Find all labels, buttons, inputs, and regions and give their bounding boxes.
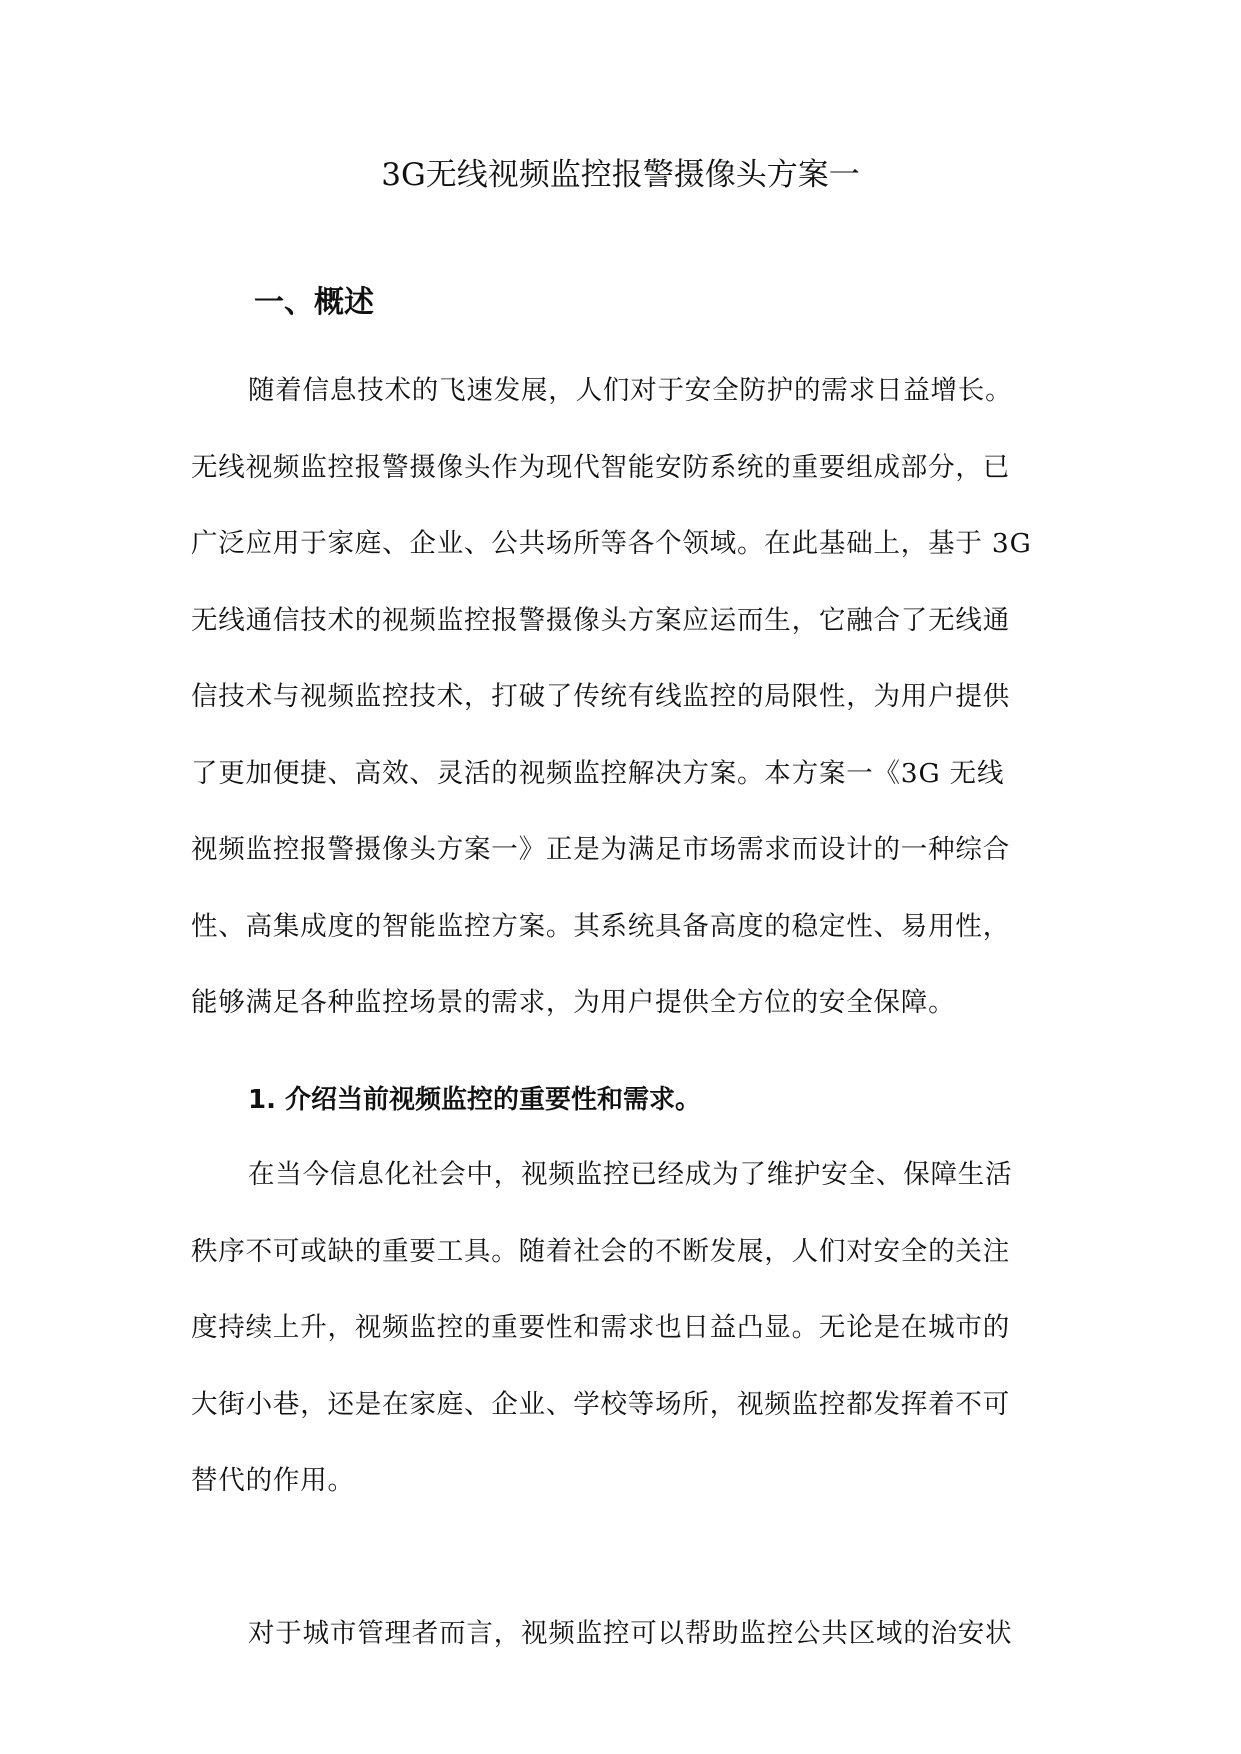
paragraph-line: 无线通信技术的视频监控报警摄像头方案应运而生，它融合了无线通 bbox=[191, 604, 1010, 636]
paragraph-line: 性、高集成度的智能监控方案。其系统具备高度的稳定性、易用性， bbox=[191, 910, 1010, 942]
importance-paragraph bbox=[191, 1150, 1061, 1533]
paragraph-line: 对于城市管理者而言，视频监控可以帮助监控公共区域的治安状 bbox=[248, 1618, 1013, 1649]
paragraph-line: 度持续上升，视频监控的重要性和需求也日益凸显。无论是在城市的 bbox=[191, 1312, 1010, 1343]
subsection-heading-importance: 1. 介绍当前视频监控的重要性和需求。 bbox=[248, 1085, 702, 1115]
paragraph-line: 在当今信息化社会中，视频监控已经成为了维护安全、保障生活 bbox=[248, 1159, 1013, 1190]
paragraph-line: 大街小巷，还是在家庭、企业、学校等场所，视频监控都发挥着不可 bbox=[191, 1388, 1010, 1420]
paragraph-line: 秩序不可或缺的重要工具。随着社会的不断发展，人们对安全的关注 bbox=[191, 1235, 1010, 1267]
paragraph-line: 了更加便捷、高效、灵活的视频监控解决方案。本方案一《3G 无线 bbox=[191, 757, 1005, 789]
document-title: 3G无线视频监控报警摄像头方案一 bbox=[381, 157, 860, 193]
paragraph-line: 随着信息技术的飞速发展，人们对于安全防护的需求日益增长。 bbox=[248, 375, 1013, 406]
paragraph-line: 替代的作用。 bbox=[191, 1465, 355, 1496]
overview-paragraph bbox=[191, 366, 1061, 1055]
section-heading-overview: 一、概述 bbox=[254, 285, 374, 320]
paragraph-line: 无线视频监控报警摄像头作为现代智能安防系统的重要组成部分，已 bbox=[191, 451, 1010, 483]
paragraph-line: 信技术与视频监控技术，打破了传统有线监控的局限性，为用户提供 bbox=[191, 681, 1010, 712]
paragraph-line: 广泛应用于家庭、企业、公共场所等各个领域。在此基础上，基于 3G bbox=[191, 528, 1032, 559]
city-management-paragraph bbox=[191, 1609, 1061, 1686]
paragraph-line: 能够满足各种监控场景的需求，为用户提供全方位的安全保障。 bbox=[191, 987, 956, 1018]
paragraph-line: 视频监控报警摄像头方案一》正是为满足市场需求而设计的一种综合 bbox=[191, 834, 1010, 865]
